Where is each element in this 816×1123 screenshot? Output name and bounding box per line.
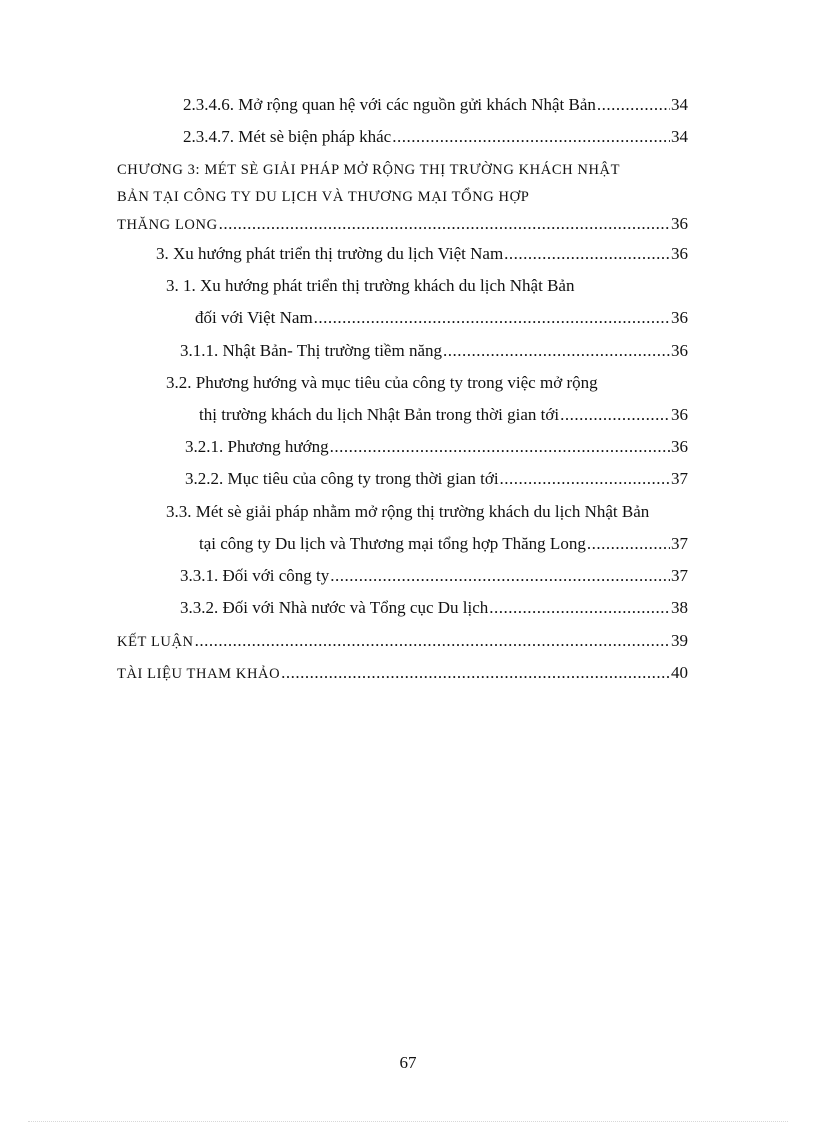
toc-dot-leader <box>597 94 670 116</box>
toc-page-number: 37 <box>671 469 688 488</box>
toc-chapter-heading <box>117 159 620 181</box>
toc-dot-leader <box>219 213 670 235</box>
toc-dot-leader <box>443 340 670 362</box>
toc-page-number: 36 <box>671 308 688 327</box>
toc-entry-continued <box>199 533 688 555</box>
toc-dot-leader <box>489 597 670 619</box>
page-number: 67 <box>399 1053 417 1072</box>
toc-page-number: 34 <box>671 95 688 114</box>
toc-entry-title: 3.1.1. Nhật Bản- Thị trường tiềm năng <box>180 341 442 360</box>
page-bottom-divider <box>28 1121 788 1122</box>
toc-entry <box>117 662 688 685</box>
toc-page-number: 40 <box>671 663 688 682</box>
toc-entry-title: CHƯƠNG 3: MÉT SÈ GIẢI PHÁP MỞ RỘNG THỊ TRƯỜNG KHÁCH NHẬT <box>117 162 621 178</box>
toc-entry-title: 3.3.2. Đối với Nhà nước và Tổng cục Du lịch <box>180 598 489 617</box>
toc-entry-title: THĂNG LONG <box>117 217 218 233</box>
toc-dot-leader <box>392 126 670 148</box>
toc-page-number: 36 <box>671 244 688 263</box>
toc-entry <box>117 630 688 653</box>
toc-entry <box>183 126 688 148</box>
toc-entry-title: KẾT LUẬN <box>117 634 194 650</box>
toc-dot-leader <box>330 565 670 587</box>
toc-page-number: 36 <box>671 405 688 424</box>
toc-entry <box>185 468 688 490</box>
toc-dot-leader <box>281 662 670 684</box>
toc-entry-title: 3.2.1. Phương hướng <box>185 437 329 456</box>
toc-entry-continued <box>199 404 688 426</box>
toc-entry-continued <box>195 307 688 329</box>
toc-page-number: 39 <box>671 631 688 650</box>
toc-dot-leader <box>195 630 670 652</box>
toc-dot-leader <box>500 468 670 490</box>
toc-entry <box>180 565 688 587</box>
toc-entry <box>180 597 688 619</box>
toc-entry <box>166 275 574 297</box>
toc-page-number: 38 <box>671 598 688 617</box>
toc-entry <box>180 340 688 362</box>
toc-page-number: 36 <box>671 437 688 456</box>
toc-entry-title: TÀI LIỆU THAM KHẢO <box>117 666 281 682</box>
toc-entry-title: thị trường khách du lịch Nhật Bản trong thời gian tới <box>199 405 560 424</box>
toc-entry-title: 3. Xu hướng phát triển thị trường du lịch Việt Nam <box>156 244 504 263</box>
toc-dot-leader <box>330 436 670 458</box>
toc-entry-title: 2.3.4.7. Mét sè biện pháp khác <box>183 127 392 146</box>
toc-entry <box>156 243 688 265</box>
toc-entry <box>166 372 598 394</box>
toc-entry-title: 2.3.4.6. Mở rộng quan hệ với các nguồn gửi khách Nhật Bản <box>183 95 596 114</box>
toc-dot-leader <box>314 307 670 329</box>
toc-dot-leader <box>560 404 670 426</box>
toc-dot-leader <box>587 533 670 555</box>
toc-entry-title: đối với Việt Nam <box>195 308 313 327</box>
toc-dot-leader <box>504 243 670 265</box>
toc-page-number: 37 <box>671 566 688 585</box>
toc-entry-title: 3.3.1. Đối với công ty <box>180 566 330 585</box>
toc-entry-title: tại công ty Du lịch và Thương mại tổng hợp Thăng Long <box>199 534 586 553</box>
toc-chapter-heading-continued <box>117 186 529 208</box>
toc-entry <box>185 436 688 458</box>
toc-entry <box>117 213 688 236</box>
toc-page-number: 37 <box>671 534 688 553</box>
toc-entry-title: BẢN TẠI CÔNG TY DU LỊCH VÀ THƯƠNG MẠI TỔNG HỢP <box>117 189 530 205</box>
toc-page-number: 36 <box>671 214 688 233</box>
toc-entry-title: 3. 1. Xu hướng phát triển thị trường khách du lịch Nhật Bản <box>166 276 575 295</box>
toc-page-number: 34 <box>671 127 688 146</box>
toc-entry-title: 3.2. Phương hướng và mục tiêu của công ty trong việc mở rộng <box>166 373 598 392</box>
toc-entry-title: 3.2.2. Mục tiêu của công ty trong thời gian tới <box>185 469 499 488</box>
toc-page-number: 36 <box>671 341 688 360</box>
toc-entry <box>166 501 649 523</box>
toc-entry-title: 3.3. Mét sè giải pháp nhằm mở rộng thị trường khách du lịch Nhật Bản <box>166 502 650 521</box>
toc-entry <box>183 94 688 116</box>
